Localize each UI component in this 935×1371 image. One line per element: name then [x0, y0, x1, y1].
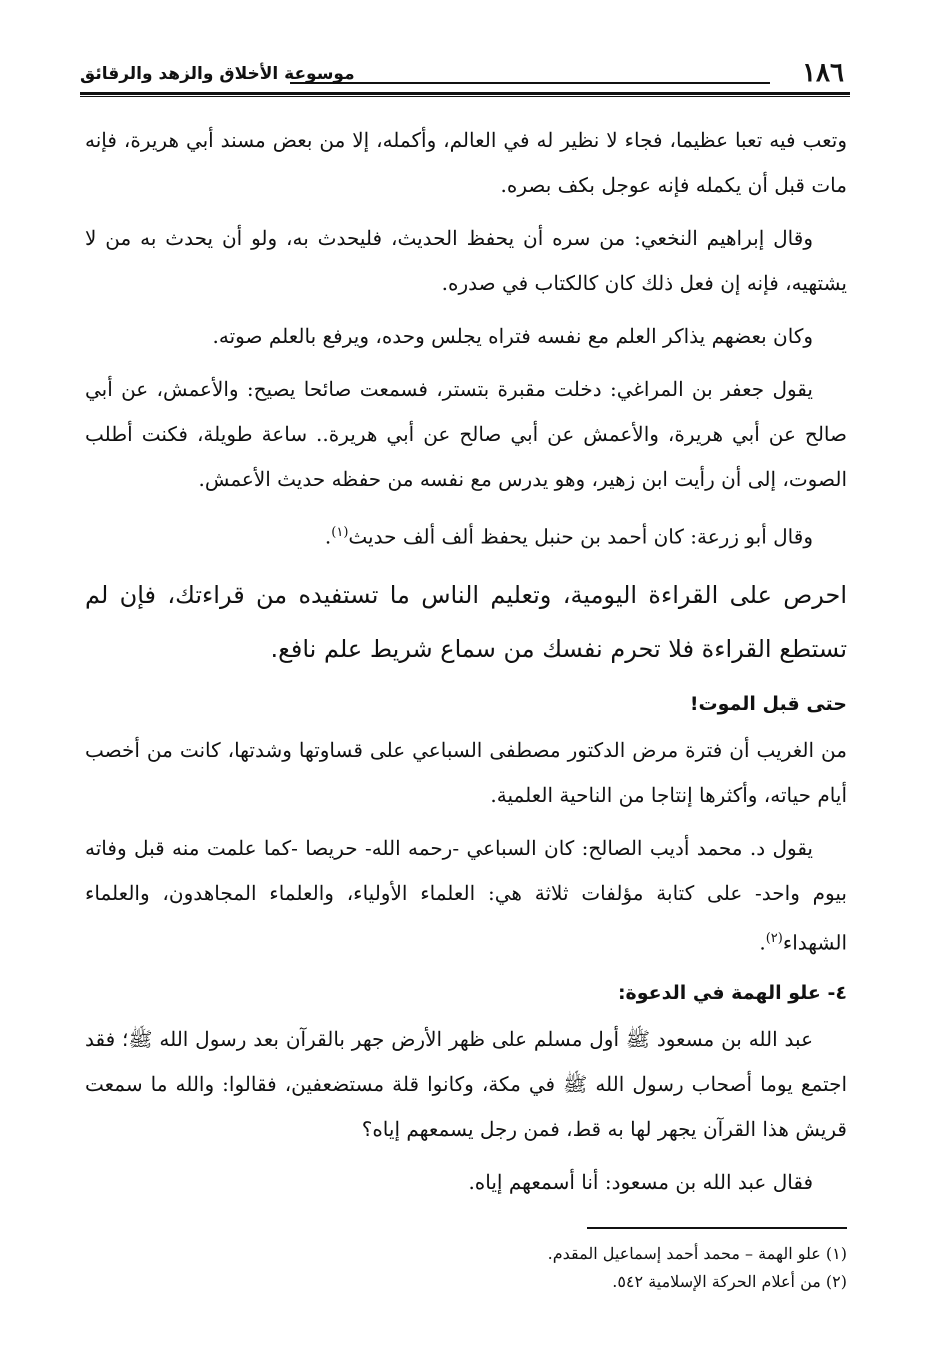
- footnote-1: (١) علو الهمة – محمد أحمد إسماعيل المقدم.: [547, 1244, 847, 1263]
- paragraph-3: وكان بعضهم يذاكر العلم مع نفسه فتراه يجلس وحده، ويرفع بالعلم صوته.: [212, 324, 813, 348]
- paragraph-4: يقول جعفر بن المراغي: دخلت مقبرة بتستر، فسمعت صائحا يصيح: والأعمش، عن أبي صالح عن أبي هريرة، والأعمش عن أبي صالح عن أبي هريرة.. ساعة طويلة، فكنت أطلب الصوت، إلى أن رأيت ابن زهير، وهو يدرس مع نفسه من حفظه حديث الأعمش.: [85, 377, 847, 491]
- header-rule-thin: [80, 96, 850, 97]
- sibai-quote-end: .: [759, 930, 766, 955]
- section-heading-dawah: ٤- علو الهمة في الدعوة:: [617, 982, 847, 1005]
- paragraph-2: وقال إبراهيم النخعي: من سره أن يحفظ الحديث، فليحدث به، ولو أن يحدث به من لا يشتهيه، فإنه إن فعل ذلك كان كالكتاب في صدره.: [85, 226, 847, 295]
- ibn-masud-paragraph-2: فقال عبد الله بن مسعود: أنا أسمعهم إياه.: [468, 1170, 813, 1195]
- book-title: موسوعة الأخلاق والزهد والرقائق: [80, 64, 355, 84]
- abu-zura-text: وقال أبو زرعة: كان أحمد بن حنبل يحفظ ألف ألف حديث: [348, 524, 813, 549]
- page-number: ١٨٦: [802, 58, 844, 88]
- sibai-quote: يقول د. محمد أديب الصالح: كان السباعي -رحمه الله- حريصا -كما علمت منه قبل وفاته بيوم واحد- على كتابة مؤلفات ثلاثة هي: العلماء الأولياء، والعلماء المجاهدون، والعلماء الشهداء: [85, 835, 847, 955]
- paragraph-abu-zura: [85, 510, 847, 560]
- section-heading-before-death: حتى قبل الموت!: [689, 692, 847, 715]
- footnote-rule: [587, 1227, 847, 1229]
- abu-zura-end: .: [324, 524, 332, 549]
- header-rule-thick: [80, 92, 850, 95]
- page-body: [85, 118, 847, 1213]
- paragraph-1: وتعب فيه تعبا عظيما، فجاء لا نظير له في العالم، وأكمله، إلا من بعض مسند أبي هريرة، فإنه مات قبل أن يكمله فإنه عوجل بكف بصره.: [85, 128, 847, 197]
- ibn-masud-paragraph-1: عبد الله بن مسعود ﷺ أول مسلم على ظهر الأرض جهر بالقرآن بعد رسول الله ﷺ؛ فقد اجتمع يوما أصحاب رسول الله ﷺ في مكة، وكانوا قلة مستضعفين، فقالوا: والله ما سمعت قريش هذا القرآن يجهر لها به قط، فمن رجل يسمعهم إياه؟: [85, 1027, 847, 1142]
- advice-callout: احرص على القراءة اليومية، وتعليم الناس ما تستفيده من قراءتك، فإن لم تستطع القراءة فلا تحرم نفسك من سماع شريط علم نافع.: [85, 580, 847, 663]
- sibai-paragraph-1: من الغريب أن فترة مرض الدكتور مصطفى السباعي على قساوتها وشدتها، كانت من أخصب أيام حياته، وأكثرها إنتاجا من الناحية العلمية.: [85, 737, 847, 807]
- footnote-2: (٢) من أعلام الحركة الإسلامية ٥٤٢.: [612, 1272, 847, 1291]
- footnote-ref-1[interactable]: (١): [331, 525, 349, 540]
- header-rule-short: [290, 82, 770, 84]
- running-header: [80, 58, 850, 94]
- footnotes: [85, 1240, 847, 1296]
- sibai-paragraph-2: [85, 826, 847, 966]
- footnote-ref-2[interactable]: (٢): [765, 930, 783, 946]
